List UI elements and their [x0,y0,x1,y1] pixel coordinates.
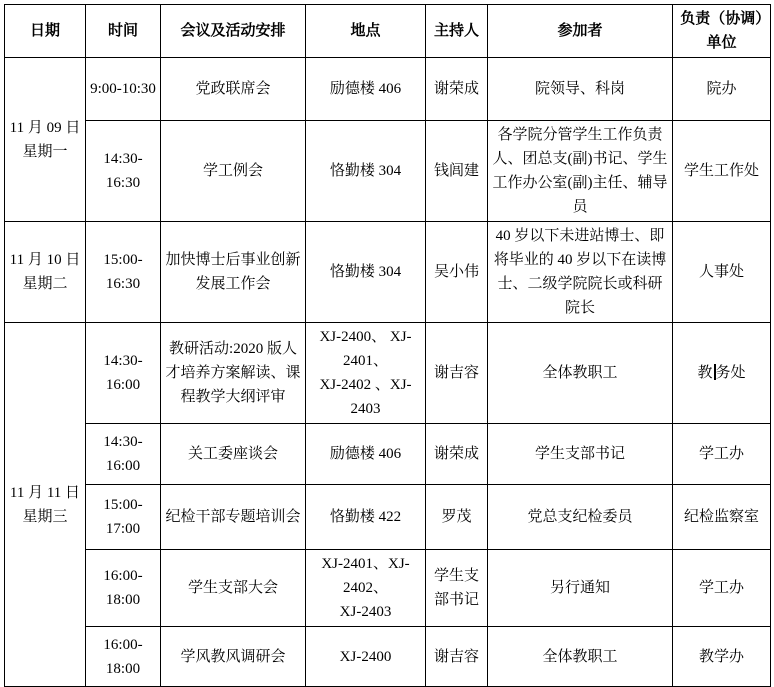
cell-participants: 另行通知 [488,550,673,627]
meeting-schedule-table [4,4,771,687]
cell-unit: 人事处 [673,222,771,323]
place-line: XJ-2400、 XJ-2401、 [319,329,412,369]
cell-place: 恪勤楼 422 [306,485,426,550]
cell-time: 14:30-16:00 [86,323,161,424]
header-unit: 负责（协调）单位 [673,5,771,58]
date-cell-tuesday [5,222,86,323]
place-line: XJ-2402 、XJ-2403 [319,377,412,417]
date-text: 11 月 11 日 [9,484,81,501]
cell-time: 14:30-16:00 [86,424,161,485]
cell-participants: 党总支纪检委员 [488,485,673,550]
cell-activity: 纪检干部专题培训会 [161,485,306,550]
cell-activity: 教研活动:2020 版人才培养方案解读、课程教学大纲评审 [161,323,306,424]
cell-activity: 关工委座谈会 [161,424,306,485]
cell-host: 谢荣成 [426,58,488,121]
cell-unit: 纪检监察室 [673,485,771,550]
cell-unit: 学工办 [673,550,771,627]
table-row [5,58,771,121]
cell-participants: 40 岁以下未进站博士、即将毕业的 40 岁以下在读博士、二级学院院长或科研院长 [488,222,673,323]
cell-participants: 学生支部书记 [488,424,673,485]
cell-time: 15:00-16:30 [86,222,161,323]
cell-host: 谢吉容 [426,323,488,424]
header-row [5,5,771,58]
header-place: 地点 [306,5,426,58]
cell-host: 吴小伟 [426,222,488,323]
cell-place [306,550,426,627]
place-line: XJ-2401、XJ-2402、 [321,556,410,596]
date-text: 11 月 09 日 [9,119,81,136]
header-activity: 会议及活动安排 [161,5,306,58]
unit-text-after-caret: 务处 [715,365,746,381]
cell-participants: 全体教职工 [488,323,673,424]
cell-time: 9:00-10:30 [86,58,161,121]
cell-unit: 学生工作处 [673,121,771,222]
table-row [5,424,771,485]
table-row [5,121,771,222]
cell-host: 谢吉容 [426,627,488,687]
cell-unit-with-caret[interactable] [673,323,771,424]
cell-place: XJ-2400 [306,627,426,687]
cell-time: 16:00-18:00 [86,627,161,687]
header-participants: 参加者 [488,5,673,58]
cell-unit: 教学办 [673,627,771,687]
header-date: 日期 [5,5,86,58]
weekday-text: 星期三 [22,508,68,525]
place-line: XJ-2403 [339,604,392,620]
cell-time: 14:30-16:30 [86,121,161,222]
cell-place: 励德楼 406 [306,424,426,485]
cell-place: 恪勤楼 304 [306,222,426,323]
cell-place: 恪勤楼 304 [306,121,426,222]
cell-unit: 学工办 [673,424,771,485]
cell-participants: 院领导、科岗 [488,58,673,121]
cell-place: 励德楼 406 [306,58,426,121]
cell-participants: 各学院分管学生工作负责人、团总支(副)书记、学生工作办公室(副)主任、辅导员 [488,121,673,222]
cell-host: 罗茂 [426,485,488,550]
cell-host: 学生支部书记 [426,550,488,627]
weekday-text: 星期二 [22,276,68,292]
cell-host: 谢荣成 [426,424,488,485]
header-time: 时间 [86,5,161,58]
date-cell-wednesday [5,323,86,687]
cell-place [306,323,426,424]
cell-activity: 党政联席会 [161,58,306,121]
cell-activity: 加快博士后事业创新发展工作会 [161,222,306,323]
cell-participants: 全体教职工 [488,627,673,687]
table-row [5,550,771,627]
cell-host: 钱闾建 [426,121,488,222]
table-row [5,485,771,550]
cell-activity: 学工例会 [161,121,306,222]
cell-activity: 学生支部大会 [161,550,306,627]
table-row [5,627,771,687]
cell-time: 15:00-17:00 [86,485,161,550]
unit-text-before-caret: 教 [697,365,713,381]
cell-activity: 学风教风调研会 [161,627,306,687]
cell-unit: 院办 [673,58,771,121]
table-row [5,323,771,424]
header-host: 主持人 [426,5,488,58]
weekday-text: 星期一 [22,143,68,160]
table-row [5,222,771,323]
date-cell-monday [5,58,86,222]
date-text: 11 月 10 日 [9,252,81,268]
cell-time: 16:00-18:00 [86,550,161,627]
